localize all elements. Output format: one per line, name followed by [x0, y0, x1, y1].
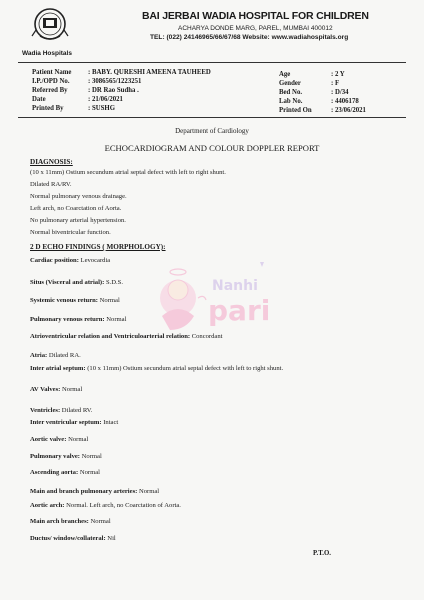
- bed-label: Bed No.: [279, 89, 303, 96]
- finding-value: Normal: [60, 386, 83, 393]
- hospital-address: ACHARYA DONDE MARG, PAREL, MUMBAI 400012: [178, 25, 333, 32]
- hospital-logo-icon: [28, 6, 72, 46]
- ip-opd-label: I.P./OPD No.: [32, 78, 70, 85]
- department-title: Department of Cardiology: [175, 127, 249, 135]
- diagnosis-line: Normal pulmonary venous drainage.: [30, 193, 127, 200]
- finding-value: Levocardia: [78, 257, 111, 264]
- finding-row: [30, 469, 100, 476]
- finding-label: Ascending aorta:: [30, 469, 79, 476]
- finding-value: S.D.S.: [104, 279, 123, 286]
- finding-row: [30, 365, 283, 372]
- finding-value: Normal: [104, 316, 127, 323]
- nanhi-pari-watermark-logo: [140, 250, 280, 350]
- referred-by-value: : DR Rao Sudha .: [88, 87, 139, 94]
- bed-value: : D/34: [331, 89, 349, 96]
- finding-row: [30, 502, 181, 509]
- finding-row: [30, 518, 111, 525]
- finding-label: Ductus/ window/collateral:: [30, 535, 106, 542]
- finding-value: Concordant: [190, 333, 223, 340]
- finding-row: [30, 419, 118, 426]
- finding-label: Atrioventricular relation and Ventriculoarterial relation:: [30, 333, 191, 340]
- hospital-contact: TEL: (022) 24146965/66/67/68 Website: www.wadiahospitals.org: [150, 34, 349, 41]
- watermark-text-top: Nanhi: [212, 278, 258, 294]
- finding-row: [30, 407, 92, 414]
- finding-row: [30, 453, 102, 460]
- finding-value: Normal: [80, 453, 102, 460]
- diagnosis-heading: DIAGNOSIS:: [30, 158, 73, 166]
- logo-caption: Wadia Hospitals: [22, 50, 72, 57]
- finding-label: Aortic valve:: [30, 436, 67, 443]
- diagnosis-line: Left arch, no Coarctation of Aorta.: [30, 205, 122, 212]
- date-value: : 21/06/2021: [88, 96, 123, 103]
- finding-row: [30, 352, 81, 359]
- diagnosis-line: Normal biventricular function.: [30, 229, 111, 236]
- printed-by-value: : SUSHG: [88, 105, 116, 112]
- finding-label: Aortic arch:: [30, 502, 65, 509]
- finding-label: Cardiac position:: [30, 257, 79, 264]
- diagnosis-line: No pulmonary arterial hypertension.: [30, 217, 126, 224]
- patient-name-label: Patient Name: [32, 69, 72, 76]
- ip-opd-value: : 3086565/1223251: [88, 78, 142, 85]
- report-title: ECHOCARDIOGRAM AND COLOUR DOPPLER REPORT: [104, 143, 320, 153]
- finding-label: Pulmonary valve:: [30, 453, 80, 460]
- finding-label: Inter atrial septum:: [30, 365, 86, 372]
- printed-by-label: Printed By: [32, 105, 64, 112]
- age-label: Age: [279, 71, 291, 78]
- finding-label: Atria:: [30, 352, 48, 359]
- header-divider: [18, 62, 406, 63]
- finding-row: [30, 436, 88, 443]
- referred-by-label: Referred By: [32, 87, 68, 94]
- date-label: Date: [32, 96, 46, 103]
- finding-row: [30, 386, 82, 393]
- gender-label: Gender: [279, 80, 301, 87]
- finding-label: AV Valves:: [30, 386, 61, 393]
- finding-value: Normal: [98, 297, 120, 304]
- hospital-name: BAI JERBAI WADIA HOSPITAL FOR CHILDREN: [142, 10, 369, 22]
- lab-value: : 4406178: [331, 98, 359, 105]
- finding-value: Dilated RV.: [60, 407, 93, 414]
- finding-value: Normal: [78, 469, 100, 476]
- finding-label: Main and branch pulmonary arteries:: [30, 488, 138, 495]
- finding-value: (10 x 11mm) Ostium secundum atrial septal defect with left to right shunt.: [85, 365, 284, 372]
- finding-value: Normal. Left arch, no Coarctation of Aorta.: [64, 502, 181, 509]
- printed-on-label: Printed On: [279, 107, 312, 114]
- finding-row: [30, 297, 120, 304]
- finding-value: Intact: [101, 419, 119, 426]
- finding-row: [30, 279, 123, 286]
- age-value: : 2 Y: [331, 71, 345, 78]
- pto-note: P.T.O.: [313, 550, 331, 557]
- finding-value: Nil: [105, 535, 116, 542]
- finding-label: Inter ventricular septum:: [30, 419, 102, 426]
- diagnosis-line: Dilated RA/RV.: [30, 181, 72, 188]
- patient-divider: [18, 117, 406, 118]
- lab-label: Lab No.: [279, 98, 303, 105]
- gender-value: : F: [331, 80, 340, 87]
- patient-name-value: : BABY. QURESHI AMEENA TAUHEED: [88, 69, 211, 76]
- printed-on-value: : 23/06/2021: [331, 107, 366, 114]
- finding-row: [30, 257, 110, 264]
- finding-value: Normal: [66, 436, 89, 443]
- finding-value: Dilated RA.: [47, 352, 81, 359]
- findings-heading: 2 D ECHO FINDINGS ( MORPHOLOGY):: [30, 243, 166, 251]
- finding-row: [30, 316, 126, 323]
- finding-row: [30, 488, 159, 495]
- finding-value: Normal: [137, 488, 160, 495]
- finding-label: Systemic venous return:: [30, 297, 99, 304]
- finding-label: Pulmonary venous return:: [30, 316, 105, 323]
- finding-value: Normal: [88, 518, 111, 525]
- finding-label: Main arch branches:: [30, 518, 89, 525]
- finding-label: Situs (Visceral and atrial):: [30, 279, 105, 286]
- finding-row: [30, 535, 116, 542]
- watermark-text-bottom: pari: [208, 294, 271, 327]
- finding-label: Ventricles:: [30, 407, 61, 414]
- diagnosis-line: (10 x 11mm) Ostium secundum atrial septal defect with left to right shunt.: [30, 169, 226, 176]
